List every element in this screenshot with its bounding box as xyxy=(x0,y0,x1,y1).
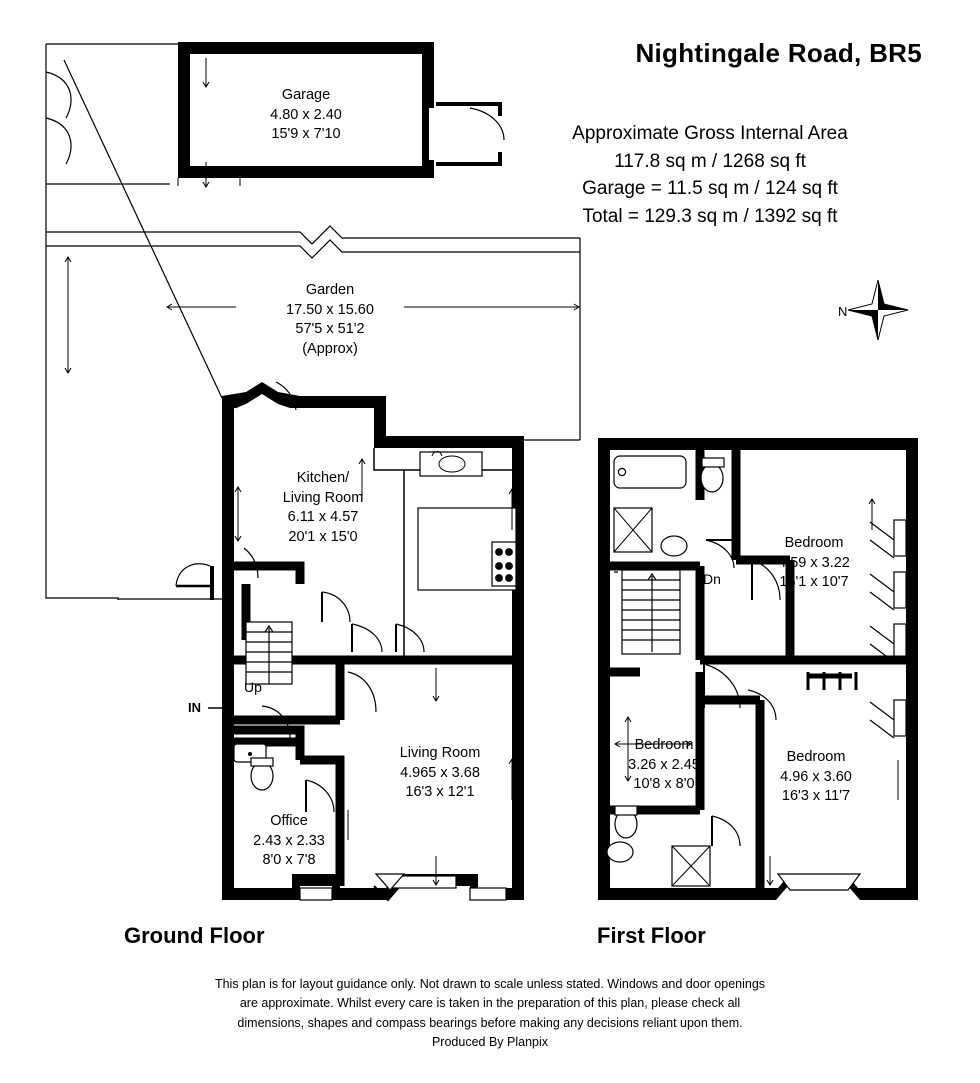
room-metric-bedroom-2: 3.26 x 2.45 xyxy=(628,756,700,773)
room-metric-garage: 4.80 x 2.40 xyxy=(270,106,342,123)
room-imperial-living: 16'3 x 12'1 xyxy=(405,784,475,801)
area-summary xyxy=(500,120,920,230)
disclaimer-line-3: dimensions, shapes and compass bearings before making any decisions reliant upon them. xyxy=(237,1015,743,1030)
compass-rose xyxy=(848,280,908,340)
room-metric-bedroom-1: 4.59 x 3.22 xyxy=(778,554,850,571)
area-gross-internal: 117.8 sq m / 1268 sq ft xyxy=(614,150,806,172)
compass-north-label: N xyxy=(838,304,848,319)
room-name-kitchen: Kitchen/ xyxy=(296,470,350,486)
ground-staircase xyxy=(246,622,292,684)
room-label-office xyxy=(224,812,354,871)
room-imperial-bedroom-2: 10'8 x 8'0 xyxy=(633,776,695,793)
room-name-bedroom-2: Bedroom xyxy=(634,737,694,753)
first-floor-label: First Floor xyxy=(597,923,706,948)
room-imperial-kitchen: 20'1 x 15'0 xyxy=(288,528,358,545)
room-label-garden xyxy=(250,281,410,359)
entrance-arrow xyxy=(208,704,229,712)
room-label-living-room xyxy=(357,744,523,803)
room-imperial-garden: 57'5 x 51'2 xyxy=(295,321,365,338)
room-metric-office: 2.43 x 2.33 xyxy=(253,832,325,849)
room-name-garage: Garage xyxy=(281,87,331,103)
disclaimer-line-2: are approximate. Whilst every care is taken in the preparation of this plan, please check all xyxy=(239,996,741,1011)
disclaimer-line-1: This plan is for layout guidance only. Not drawn to scale unless stated. Windows and door openings xyxy=(214,977,766,991)
room-extra-garden: (Approx) xyxy=(302,340,358,357)
room-imperial-bedroom-1: 15'1 x 10'7 xyxy=(779,574,849,591)
room-imperial-garage: 15'9 x 7'10 xyxy=(271,126,341,143)
stairs-up-label: Up xyxy=(244,679,262,695)
room-metric-living: 4.965 x 3.68 xyxy=(400,764,480,781)
room-imperial-bedroom-3: 16'3 x 11'7 xyxy=(781,788,851,805)
room-metric-kitchen: 6.11 x 4.57 xyxy=(287,509,359,526)
page-title: Nightingale Road, BR5 xyxy=(635,38,922,68)
first-floor-staircase xyxy=(622,570,680,654)
entrance-label: IN xyxy=(188,700,201,715)
kitchen-sink xyxy=(420,452,482,477)
disclaimer-producer: Produced By Planpix xyxy=(431,1035,549,1050)
stairs-down-label: Dn xyxy=(703,571,721,587)
room-name-office: Office xyxy=(270,813,308,829)
first-floor-walls xyxy=(598,438,918,900)
room-name-garden: Garden xyxy=(305,282,355,298)
room-imperial-office: 8'0 x 7'8 xyxy=(262,852,316,869)
room-metric-bedroom-3: 4.96 x 3.60 xyxy=(780,768,852,785)
room-label-bedroom-3 xyxy=(746,748,886,807)
area-total: Total = 129.3 sq m / 1392 sq ft xyxy=(582,205,838,227)
first-floor-windows xyxy=(894,520,906,736)
kitchen-hob xyxy=(492,542,516,586)
room-name-bedroom-1: Bedroom xyxy=(784,535,844,551)
room-name-kitchen-2: Living Room xyxy=(282,489,364,506)
area-heading: Approximate Gross Internal Area xyxy=(572,123,848,144)
room-label-bedroom-1 xyxy=(744,534,884,593)
ground-floor-label: Ground Floor xyxy=(124,923,265,948)
area-garage: Garage = 11.5 sq m / 124 sq ft xyxy=(582,178,838,200)
room-name-bedroom-3: Bedroom xyxy=(786,749,846,765)
room-label-kitchen-living xyxy=(248,469,398,547)
room-label-garage xyxy=(236,86,376,145)
room-label-bedroom-2 xyxy=(594,736,734,795)
disclaimer xyxy=(0,975,980,1053)
room-metric-garden: 17.50 x 15.60 xyxy=(286,301,374,318)
room-name-living: Living Room xyxy=(399,745,481,761)
